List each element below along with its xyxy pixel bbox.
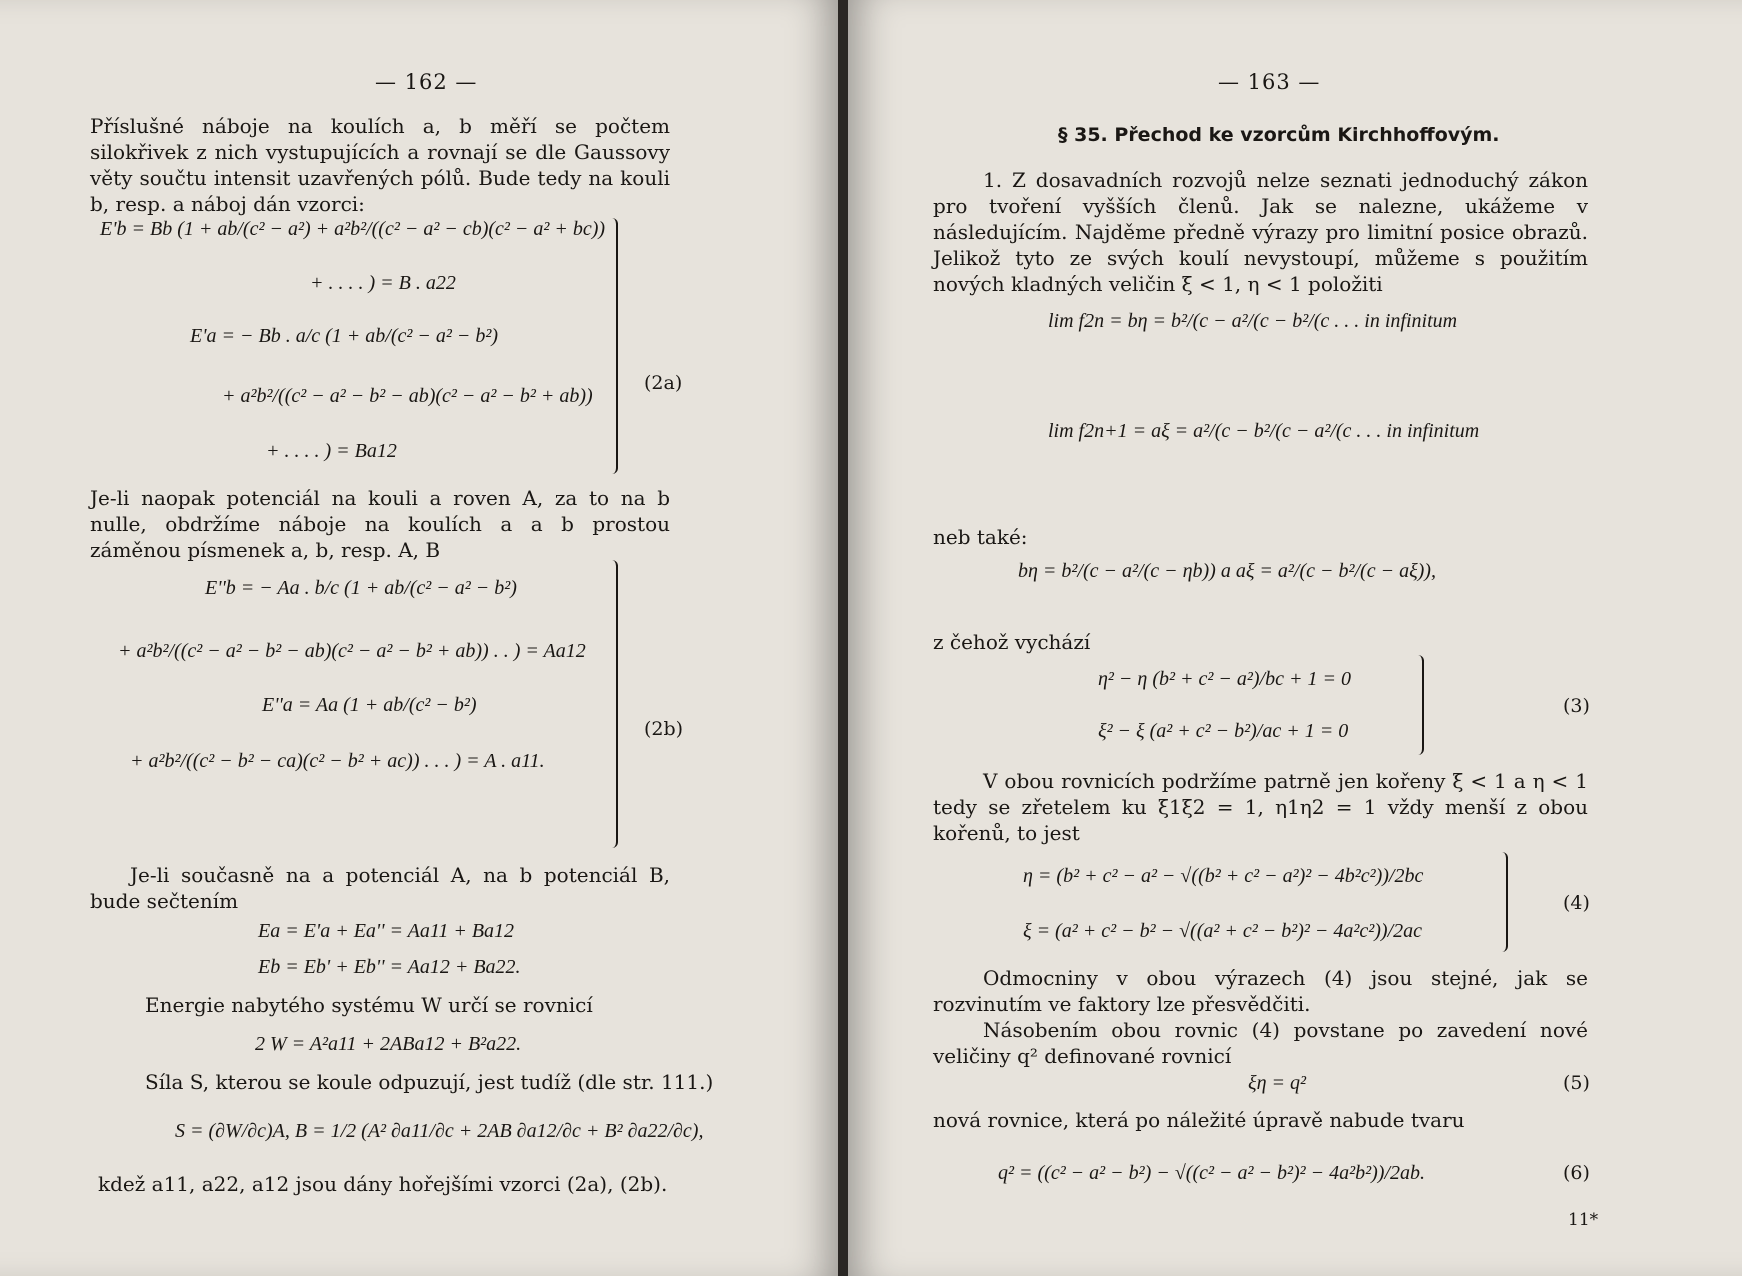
paragraph-intro: 1. Z dosavadních rozvojů nelze seznati jednoduchý zákon pro tvoření vyšších členů. Jak se nalezne, ukážeme v následujícím. Najděme předně výrazy pro limitní posice obrazů. Jelikož tyto ze svých koulí nevystoupí, můžeme s použitím nových kladných veličin ξ < 1, η < 1 položiti (933, 168, 1588, 296)
brace-2b (608, 560, 618, 848)
eq-4-line1: η = (b² + c² − a² − √((b² + c² − a²)² − 4b²c²))/2bc (1023, 865, 1424, 887)
paragraph-result: z čehož vychází (933, 630, 1091, 654)
eq-4-label: (4) (1563, 892, 1590, 914)
eq-also: bη = b²/(c − a²/(c − ηb)) a aξ = a²/(c − b²/(c − aξ)), (1018, 560, 1436, 582)
eq-4-line2: ξ = (a² + c² − b² − √((a² + c² − b²)² − 4a²c²))/2ac (1023, 920, 1423, 942)
book-gutter (838, 0, 848, 1276)
eq-2a-line4: + a²b²/((c² − a² − b² − ab)(c² − a² − b² + ab)) (222, 385, 593, 407)
paragraph-where: kdež a11, a22, a12 jsou dány hořejšími vzorci (2a), (2b). (98, 1172, 668, 1196)
eq-2b-line2: + a²b²/((c² − a² − b² − ab)(c² − a² − b² + ab)) . . ) = Aa12 (118, 640, 586, 662)
page-number-right: — 163 — (1218, 70, 1321, 94)
eq-5-label: (5) (1563, 1072, 1590, 1094)
eq-6: q² = ((c² − a² − b²) − √((c² − a² − b²)² − 4a²b²))/2ab. (998, 1162, 1426, 1184)
eq-lim-even: lim f2n = bη = b²/(c − a²/(c − b²/(c . . . in infinitum (1048, 310, 1458, 332)
page-162 (0, 0, 838, 1276)
eq-2b-line4: + a²b²/((c² − b² − ca)(c² − b² + ac)) . . . ) = A . a11. (130, 750, 545, 772)
paragraph-radicals: Odmocniny v obou výrazech (4) jsou stejné, jak se rozvinutím ve faktory lze přesvědčiti. (933, 966, 1588, 1016)
eq-5: ξη = q² (1248, 1072, 1306, 1094)
brace-2a (608, 218, 618, 474)
paragraph-simultaneous: Je-li současně na a potenciál A, na b potenciál B, bude sečtením (90, 863, 670, 913)
signature-mark: 11* (1568, 1210, 1599, 1230)
eq-2a-line1: E'b = Bb (1 + ab/(c² − a²) + a²b²/((c² − a² − cb)(c² − a² + bc)) (100, 218, 606, 240)
paragraph-also: neb také: (933, 525, 1028, 549)
brace-4 (1498, 852, 1508, 952)
eq-6-label: (6) (1563, 1162, 1590, 1184)
section-heading: § 35. Přechod ke vzorcům Kirchhoffovým. (1058, 124, 1500, 146)
eq-sum-a: Ea = E'a + Ea'' = Aa11 + Ba12 (258, 920, 515, 942)
eq-3-line2: ξ² − ξ (a² + c² − b²)/ac + 1 = 0 (1098, 720, 1349, 742)
paragraph-swap: Je-li naopak potenciál na kouli a roven A, za to na b nulle, obdržíme náboje na koulích a a b prostou záměnou písmenek a, b, resp. A, B (90, 486, 670, 562)
eq-2b-line1: E''b = − Aa . b/c (1 + ab/(c² − a² − b²) (205, 577, 517, 599)
eq-energy: 2 W = A²a11 + 2ABa12 + B²a22. (255, 1033, 522, 1055)
paragraph-charges: Příslušné náboje na koulích a, b měří se počtem silokřivek z nich vystupujících a rovnají se dle Gaussovy věty součtu intensit uzavřených pólů. Bude tedy na kouli b, resp. a náboj dán vzorci: (90, 114, 670, 216)
paragraph-energy: Energie nabytého systému W určí se rovnicí (145, 993, 593, 1017)
brace-3 (1414, 655, 1424, 755)
eq-sum-b: Eb = Eb' + Eb'' = Aa12 + Ba22. (258, 956, 521, 978)
eq-2a-line3: E'a = − Bb . a/c (1 + ab/(c² − a² − b²) (190, 325, 499, 347)
eq-lim-odd: lim f2n+1 = aξ = a²/(c − b²/(c − a²/(c . . . in infinitum (1048, 420, 1480, 442)
eq-2a-line5: + . . . . ) = Ba12 (266, 440, 397, 462)
eq-2b-label: (2b) (644, 718, 684, 740)
eq-2a-label: (2a) (644, 372, 683, 394)
eq-2b-line3: E''a = Aa (1 + ab/(c² − b²) (262, 694, 477, 716)
page-number-left: — 162 — (375, 70, 478, 94)
page-163 (848, 0, 1742, 1276)
paragraph-force: Síla S, kterou se koule odpuzují, jest tudíž (dle str. 111.) (145, 1070, 714, 1094)
eq-3-label: (3) (1563, 695, 1590, 717)
paragraph-new-equation: nová rovnice, která po náležité úpravě nabude tvaru (933, 1108, 1465, 1132)
paragraph-roots: V obou rovnicích podržíme patrně jen kořeny ξ < 1 a η < 1 tedy se zřetelem ku ξ1ξ2 = 1, η1η2 = 1 vždy menší z obou kořenů, to jest (933, 769, 1588, 845)
eq-2a-line2: + . . . . ) = B . a22 (310, 272, 456, 294)
eq-force: S = (∂W/∂c)A, B = 1/2 (A² ∂a11/∂c + 2AB ∂a12/∂c + B² ∂a22/∂c), (175, 1120, 704, 1142)
eq-3-line1: η² − η (b² + c² − a²)/bc + 1 = 0 (1098, 668, 1351, 690)
paragraph-multiply: Násobením obou rovnic (4) povstane po zavedení nové veličiny q² definované rovnicí (933, 1018, 1588, 1068)
